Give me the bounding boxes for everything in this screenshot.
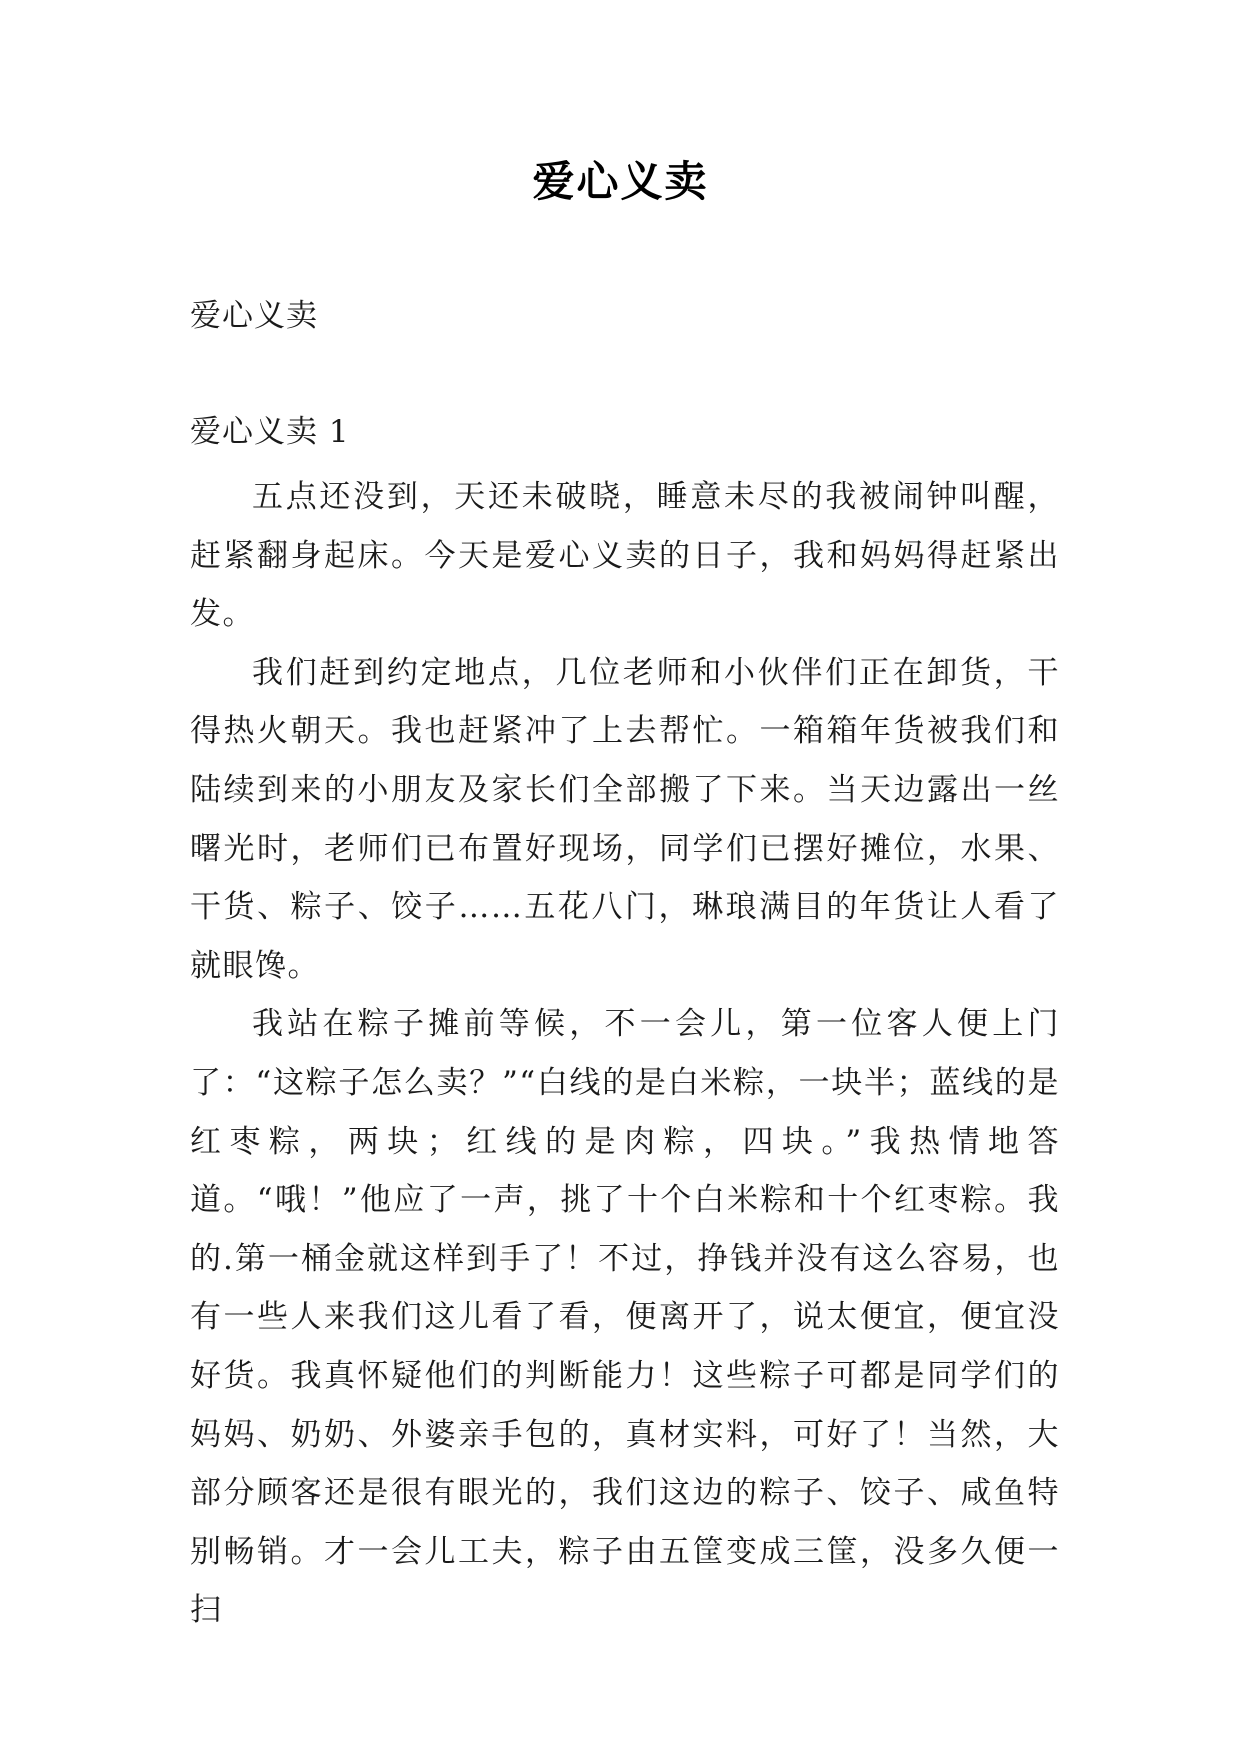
document-title: 爱心义卖 <box>532 157 709 206</box>
paragraph-3: 我站在粽子摊前等候，不一会儿，第一位客人便上门了：“这粽子怎么卖？”“白线的是白米粽，一块半；蓝线的是红枣粽，两块；红线的是肉粽，四块。”我热情地答道。“哦！”他应了一声，挑了十个白米粽和十个红枣粽。我的.第一桶金就这样到手了！不过，挣钱并没有这么容易，也有一些人来我们这儿看了看，便离开了，说太便宜，便宜没好货。我真怀疑他们的判断能力！这些粽子可都是同学们的妈妈、奶奶、外婆亲手包的，真材实料，可好了！当然，大部分顾客还是很有眼光的，我们这边的粽子、饺子、咸鱼特别畅销。才一会儿工夫，粽子由五筐变成三筐，没多久便一扫 <box>190 1006 1060 1629</box>
document-body <box>190 468 1060 1640</box>
section-heading: 爱心义卖 1 <box>190 414 350 450</box>
paragraph-2: 我们赶到约定地点，几位老师和小伙伴们正在卸货，干得热火朝天。我也赶紧冲了上去帮忙。一箱箱年货被我们和陆续到来的小朋友及家长们全部搬了下来。当天边露出一丝曙光时，老师们已布置好现场，同学们已摆好摊位，水果、干货、粽子、饺子……五花八门，琳琅满目的年货让人看了就眼馋。 <box>190 654 1060 984</box>
document-subtitle: 爱心义卖 <box>190 298 318 334</box>
paragraph-1: 五点还没到，天还未破晓，睡意未尽的我被闹钟叫醒，赶紧翻身起床。今天是爱心义卖的日子，我和妈妈得赶紧出发。 <box>190 479 1060 633</box>
